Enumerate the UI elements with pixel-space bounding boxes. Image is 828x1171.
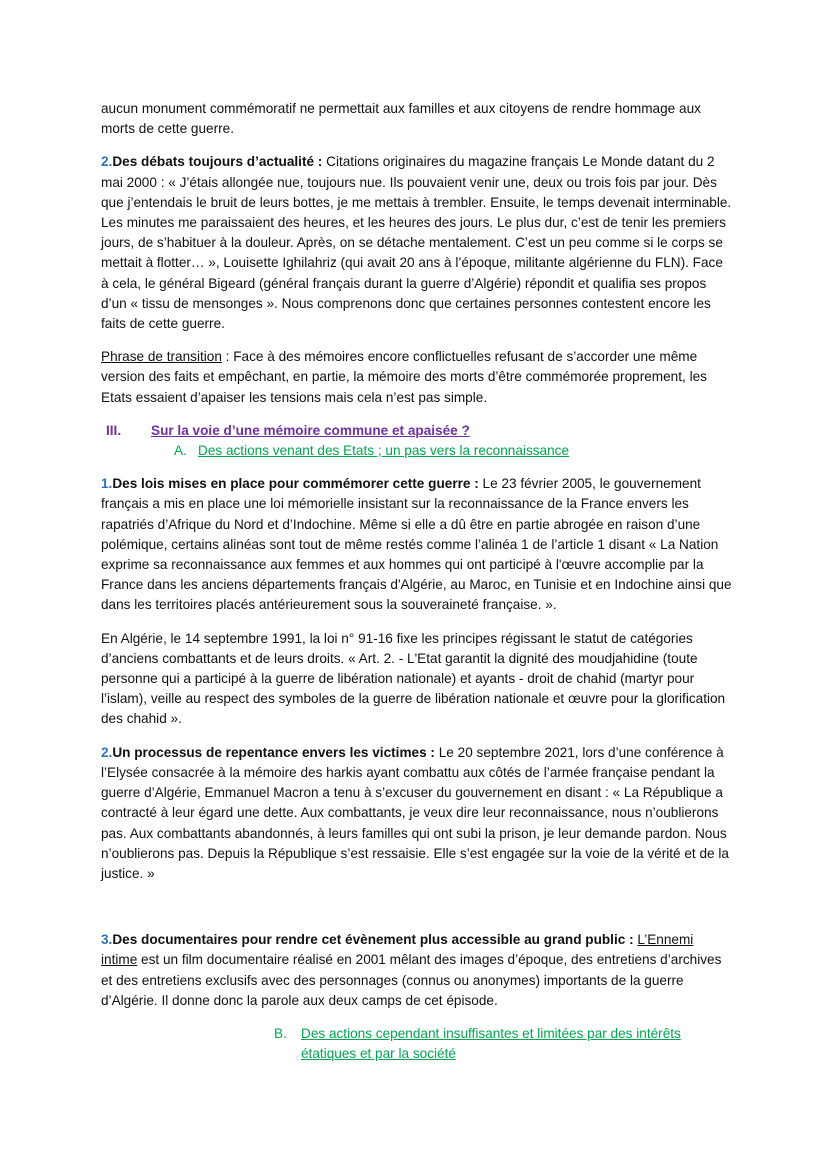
section-2-text: Citations originaires du magazine français Le Monde datant du 2 mai 2000 : « J’étais allongée nue, toujours nue. Ils pouvaient venir une, deux ou trois fois par jour. Dès que j’entendais le bruit de leurs bottes, je me mettais à trembler. Ensuite, le temps devenait interminable. Les minutes me paraissaient des heures, et les heures des jours. Le plus dur, c’est de tenir les premiers jours, de s’habituer à la douleur. Après, on se détache mentalement. C’est un peu comme si le corps se mettait à flotter… », Louisette Ighilahriz (qui avait 20 ans à l’époque, militante algérienne du FLN). Face à cela, le général Bigeard (général français durant la guerre d’Algérie) répondit et qualifia ses propos d’un « tissu de mensonges ». Nous comprenons donc que certaines personnes contestent encore les faits de cette guerre. xyxy=(101,154,732,332)
point-3-paragraph xyxy=(101,930,732,1011)
section-2-number: 2. xyxy=(101,154,113,170)
algeria-law-paragraph xyxy=(101,629,732,730)
point-3-number: 3. xyxy=(101,932,113,948)
point-3-text: est un film documentaire réalisé en 2001 mêlant des images d’époque, des entretiens d’archives et des entretiens exclusifs avec des personnages (connus ou anonymes) importants de la guerre d’Algérie. Il donne donc la parole aux deux camps de cet épisode. xyxy=(101,952,722,1008)
subsection-a-title: Des actions venant des Etats ; un pas vers la reconnaissance xyxy=(198,443,570,459)
film-title: L’Ennemi intime xyxy=(101,932,694,968)
point-2-heading: Un processus de repentance envers les victimes : xyxy=(112,744,435,760)
subsection-b-title: Des actions cependant insuffisantes et limitées par des intérêts étatiques et par la société xyxy=(301,1025,681,1062)
transition-text: : Face à des mémoires encore conflictuelles refusant de s’accorder une même version des faits et empêchant, en partie, la mémoire des morts d’être commémorée proprement, les Etats essaient d’apaiser les tensions mais cela n’est pas simple. xyxy=(101,349,707,405)
section-3-numeral: III. xyxy=(106,422,122,438)
section-2-heading: Des débats toujours d’actualité : xyxy=(112,154,323,170)
subsection-b-heading xyxy=(274,1024,732,1064)
point-1-heading: Des lois mises en place pour commémorer cette guerre : xyxy=(112,476,479,492)
section-2-paragraph xyxy=(101,152,732,334)
transition-paragraph xyxy=(101,347,732,408)
point-3-heading: Des documentaires pour rendre cet évènement plus accessible au grand public : xyxy=(112,932,634,948)
subsection-b-letter: B. xyxy=(274,1025,287,1041)
point-2-paragraph xyxy=(101,743,732,884)
transition-label: Phrase de transition xyxy=(101,349,222,365)
subsection-a-heading xyxy=(174,441,732,461)
point-1-text: Le 23 février 2005, le gouvernement français a mis en place une loi mémorielle insistant sur la reconnaissance de la France envers les rapatriés d’Afrique du Nord et d’Indochine. Même si elle a dû être en partie abrogée en raison d’une polémique, certains alinéas sont tout de même restés comme l’alinéa 1 de l’article 1 disant « La Nation exprime sa reconnaissance aux femmes et aux hommes qui ont participé à l'œuvre accomplie par la France dans les anciens départements français d'Algérie, au Maroc, en Tunisie et en Indochine ainsi que dans les territoires placés antérieurement sous la souveraineté française. ». xyxy=(101,476,732,613)
section-3-title: Sur la voie d’une mémoire commune et apaisée ? xyxy=(151,422,470,438)
intro-paragraph xyxy=(101,99,732,139)
subsection-a-letter: A. xyxy=(174,443,187,459)
spacer xyxy=(101,897,732,930)
section-3-heading xyxy=(106,421,732,441)
intro-text: aucun monument commémoratif ne permettait aux familles et aux citoyens de rendre hommage aux morts de cette guerre. xyxy=(101,101,701,137)
point-1-paragraph xyxy=(101,474,732,615)
point-1-number: 1. xyxy=(101,476,113,492)
algeria-law-text: En Algérie, le 14 septembre 1991, la loi n° 91-16 fixe les principes régissant le statut de catégories d’anciens combattants et de leurs droits. « Art. 2. - L'Etat garantit la dignité des moudjahidine (toute personne qui a participé à la guerre de libération nationale) et ayants - droit de chahid (martyr pour l’islam), veille au respect des symboles de la guerre de libération nationale et œuvre pour la glorification des chahid ». xyxy=(101,630,726,727)
point-2-number: 2. xyxy=(101,744,113,760)
point-2-text: Le 20 septembre 2021, lors d’une conférence à l’Elysée consacrée à la mémoire des harkis ayant combattu aux côtés de l’armée française pendant la guerre d’Algérie, Emmanuel Macron a tenu à s’excuser du gouvernement en disant : « La République a contracté à leur égard une dette. Aux combattants, je veux dire leur reconnaissance, nous n’oublierons pas. Aux combattants abandonnés, à leurs familles qui ont subi la prison, je leur demande pardon. Nous n’oublierons pas. Depuis la République s’est ressaisie. Elle s’est engagée sur la voie de la vérité et de la justice. » xyxy=(101,744,729,881)
